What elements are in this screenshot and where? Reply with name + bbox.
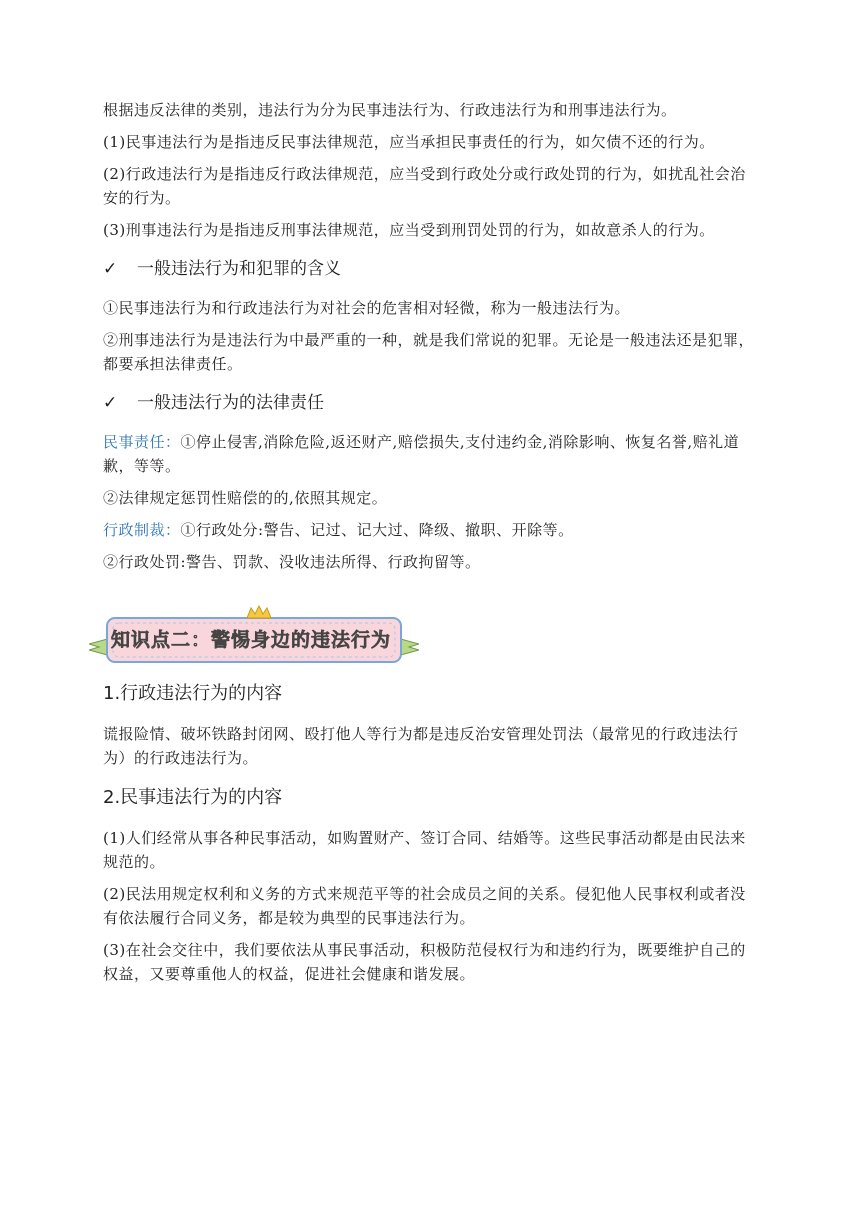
intro-text: 根据违反法律的类别，违法行为分为民事违法行为、行政违法行为和刑事违法行为。: [103, 101, 677, 119]
check-heading-liabilities: [103, 390, 759, 416]
category-admin: (2)行政违法行为是指违反行政法律规范，应当受到行政处分或行政处罚的行为，如扰乱社会治安的行为。: [103, 165, 746, 207]
admin-sanction-1: [103, 518, 759, 542]
section-admin-text: 谎报险情、破坏铁路封闭网、殴打他人等行为都是违反治安管理处罚法（最常见的行政违法行为）的行政违法行为。: [103, 725, 739, 767]
checkmark-icon: ✓: [103, 393, 118, 413]
definition-item: ②刑事违法行为是违法行为中最严重的一种，就是我们常说的犯罪。无论是一般违法还是犯罪，都要承担法律责任。: [103, 331, 755, 373]
check-heading-title: 一般违法行为和犯罪的含义: [137, 259, 341, 279]
section-heading-admin: 1.行政违法行为的内容: [103, 683, 283, 704]
checkmark-icon: ✓: [103, 259, 118, 279]
section-heading-civil: 2.民事违法行为的内容: [103, 787, 283, 808]
civil-content-item: (3)在社会交往中，我们要依法从事民事活动，积极防范侵权行为和违约行为，既要维护自己的权益，又要尊重他人的权益，促进社会健康和谐发展。: [103, 941, 746, 983]
admin-sanction-label: 行政制裁：: [103, 521, 181, 539]
check-heading-definitions: [103, 256, 759, 282]
admin-sanction-text: ①行政处分:警告、记过、记大过、降级、撤职、开除等。: [180, 521, 574, 539]
definition-item: ①民事违法行为和行政违法行为对社会的危害相对轻微，称为一般违法行为。: [103, 299, 631, 317]
admin-sanction-2: ②行政处罚:警告、罚款、没收违法所得、行政拘留等。: [103, 553, 481, 571]
civil-content-item: (1)人们经常从事各种民事活动，如购置财产、签订合同、结婚等。这些民事活动都是由民法来规范的。: [103, 829, 746, 871]
banner-title: 知识点二：警惕身边的违法行为: [111, 629, 392, 651]
check-heading-title: 一般违法行为的法律责任: [137, 393, 324, 413]
civil-liability-text: ①停止侵害,消除危险,返还财产,赔偿损失,支付违约金,消除影响、恢复名誉,赔礼道歉，等等。: [103, 433, 740, 475]
civil-liability-label: 民事责任：: [103, 433, 181, 451]
civil-liability-1: [103, 430, 759, 478]
civil-content-item: (2)民法用规定权利和义务的方式来规范平等的社会成员之间的关系。侵犯他人民事权利或者没有依法履行合同义务，都是较为典型的民事违法行为。: [103, 885, 746, 927]
civil-liability-2: ②法律规定惩罚性赔偿的的,依照其规定。: [103, 489, 388, 507]
document-page: [103, 98, 759, 986]
knowledge-point-banner: [103, 604, 759, 666]
category-criminal: (3)刑事违法行为是指违反刑事法律规范，应当受到刑罚处罚的行为，如故意杀人的行为。: [103, 221, 715, 239]
category-civil: (1)民事违法行为是指违反民事法律规范，应当承担民事责任的行为，如欠债不还的行为。: [103, 133, 715, 151]
